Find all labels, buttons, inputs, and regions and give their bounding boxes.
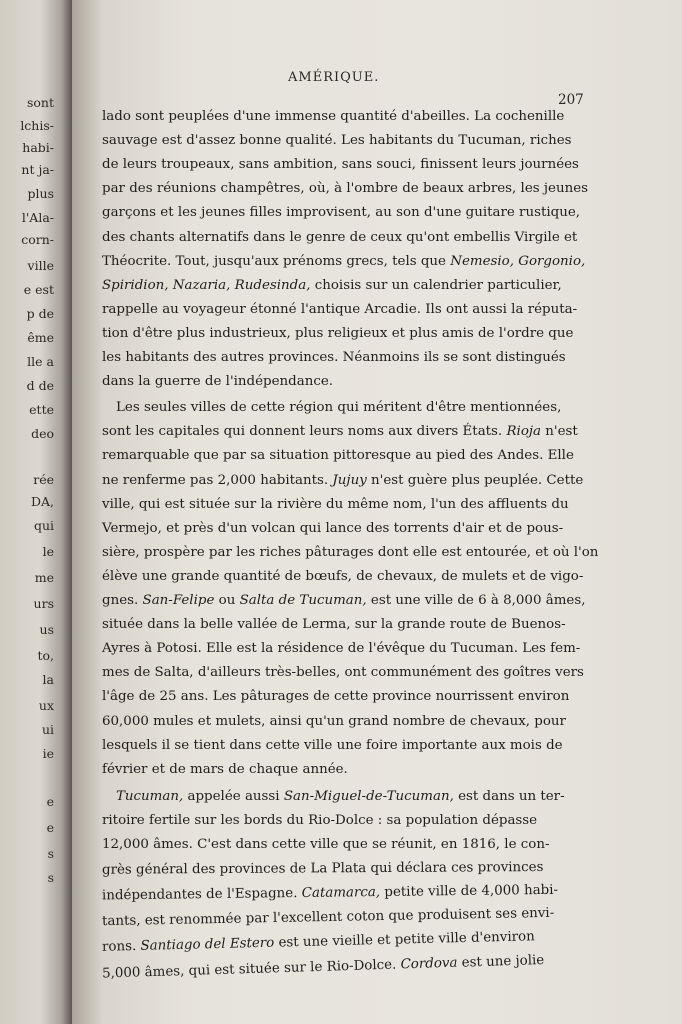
text-segment: sière, prospère par les riches pâturages dont elle est entourée, et où l'on bbox=[102, 544, 599, 560]
left-page-fragment: urs bbox=[33, 596, 54, 611]
left-page-fragment: ux bbox=[38, 698, 54, 713]
text-line bbox=[116, 788, 676, 806]
text-line bbox=[102, 204, 662, 222]
left-page-fragment: ême bbox=[27, 330, 54, 345]
text-segment: n'est bbox=[541, 424, 578, 440]
text-segment: gnes. bbox=[102, 593, 143, 608]
text-line bbox=[102, 277, 662, 295]
text-segment: les habitants des autres provinces. Néanmoins ils se sont distingués bbox=[102, 350, 566, 365]
text-segment: est une vieille et petite ville d'environ bbox=[274, 929, 535, 952]
text-line bbox=[116, 399, 676, 417]
left-page-fragment: lchis- bbox=[20, 118, 54, 133]
text-segment: est une jolie bbox=[457, 952, 545, 971]
left-page-fragment: nt ja- bbox=[21, 162, 54, 177]
text-line bbox=[102, 616, 662, 634]
text-line bbox=[102, 447, 662, 465]
text-line bbox=[102, 836, 662, 854]
text-line bbox=[102, 737, 662, 755]
italic-place-name: Salta de Tucuman, bbox=[239, 593, 367, 608]
text-segment: Vermejo, et près d'un volcan qui lance des torrents d'air et de pous- bbox=[102, 520, 564, 536]
text-line bbox=[102, 373, 662, 391]
left-page-fragment: s bbox=[47, 846, 54, 861]
left-page-fragment: d de bbox=[26, 378, 54, 393]
text-segment: élève une grande quantité de bœufs, de chevaux, de mulets et de vigo- bbox=[102, 568, 584, 584]
left-page-fragment: deo bbox=[31, 426, 54, 441]
text-line bbox=[102, 713, 662, 731]
text-line bbox=[102, 664, 662, 682]
left-page-fragment: lle a bbox=[27, 354, 54, 369]
text-line bbox=[102, 325, 662, 343]
left-page-fragment: DA, bbox=[30, 494, 54, 509]
text-line bbox=[102, 423, 662, 441]
left-page-fragment: ie bbox=[42, 746, 54, 761]
left-page-fragment: ui bbox=[41, 722, 54, 737]
text-line bbox=[102, 881, 662, 906]
text-segment: Les seules villes de cette région qui méritent d'être mentionnées, bbox=[116, 400, 562, 416]
text-segment: mes de Salta, d'ailleurs très-belles, ont communément des goîtres vers bbox=[102, 665, 584, 681]
text-segment: est une ville de 6 à 8,000 âmes, bbox=[366, 593, 586, 608]
text-segment: rons. bbox=[101, 939, 141, 956]
text-segment: sauvage est d'assez bonne qualité. Les habitants du Tucuman, riches bbox=[102, 133, 572, 149]
text-segment: 5,000 âmes, qui est située sur le Rio-Dolce. bbox=[101, 956, 401, 982]
text-segment: l'âge de 25 ans. Les pâturages de cette province nourrissent environ bbox=[102, 689, 570, 705]
text-line bbox=[102, 812, 662, 830]
left-page-edge bbox=[0, 0, 72, 1024]
italic-place-name: Spiridion, Nazaria, Rudesinda, bbox=[102, 277, 311, 293]
text-segment: février et de mars de chaque année. bbox=[102, 761, 348, 777]
left-page-fragment: to, bbox=[37, 648, 54, 663]
left-page-fragment: e bbox=[46, 820, 54, 835]
text-segment: des chants alternatifs dans le genre de ceux qu'ont embellis Virgile et bbox=[102, 229, 578, 245]
text-segment: tion d'être plus industrieux, plus religieux et plus amis de l'ordre que bbox=[102, 325, 574, 341]
text-segment: ne renferme pas 2,000 habitants. bbox=[102, 472, 333, 488]
text-segment: ville, qui est située sur la rivière du même nom, l'un des affluents du bbox=[102, 496, 569, 512]
text-line bbox=[102, 229, 662, 247]
italic-place-name: Cordova bbox=[400, 955, 458, 972]
text-segment: lado sont peuplées d'une immense quantité d'abeilles. La cochenille bbox=[102, 109, 565, 124]
text-segment: garçons et les jeunes filles improvisent, au son d'une guitare rustique, bbox=[102, 205, 580, 221]
text-segment: de leurs troupeaux, sans ambition, sans souci, finissent leurs journées bbox=[102, 157, 579, 173]
left-page-fragment: sont bbox=[26, 95, 54, 110]
text-line bbox=[102, 688, 662, 706]
italic-place-name: Catamarca, bbox=[301, 885, 381, 902]
left-page-fragment: e bbox=[46, 794, 54, 809]
left-page-fragment: plus bbox=[27, 186, 54, 201]
text-line bbox=[102, 592, 662, 610]
text-segment: indépendantes de l'Espagne. bbox=[101, 886, 302, 904]
text-segment: tants, est renommée par l'excellent coton que produisent ses envi- bbox=[101, 906, 555, 930]
text-line bbox=[102, 568, 662, 586]
text-segment: par des réunions champêtres, où, à l'ombre de beaux arbres, les jeunes bbox=[102, 181, 589, 197]
text-line bbox=[102, 544, 662, 562]
text-line bbox=[102, 301, 662, 319]
italic-place-name: San-Felipe bbox=[142, 593, 215, 608]
text-line bbox=[102, 640, 662, 658]
text-segment: n'est guère plus peuplée. Cette bbox=[366, 472, 584, 488]
text-segment: située dans la belle vallée de Lerma, sur la grande route de Buenos- bbox=[102, 617, 566, 633]
text-segment: rappelle au voyageur étonné l'antique Arcadie. Ils ont aussi la réputa- bbox=[102, 301, 578, 317]
text-line bbox=[102, 761, 662, 779]
text-line bbox=[102, 496, 662, 514]
left-page-fragment: rée bbox=[33, 472, 54, 487]
left-page-fragment: qui bbox=[33, 518, 54, 533]
text-segment: grès général des provinces de La Plata qui déclara ces provinces bbox=[101, 860, 544, 878]
italic-place-name: Rioja bbox=[506, 424, 542, 440]
text-segment: sont les capitales qui donnent leurs noms aux divers États. bbox=[102, 424, 507, 440]
italic-place-name: Santiago del Estero bbox=[140, 936, 275, 955]
italic-place-name: Tucuman, bbox=[116, 788, 184, 804]
text-line bbox=[102, 156, 662, 174]
left-page-fragment: s bbox=[47, 870, 54, 885]
page-number: 207 bbox=[558, 92, 584, 108]
left-page-fragment: l'Ala- bbox=[21, 210, 54, 225]
text-line bbox=[102, 180, 662, 198]
left-page-fragment: la bbox=[42, 672, 54, 687]
left-page-fragment: me bbox=[34, 570, 54, 585]
text-segment: ritoire fertile sur les bords du Rio-Dolce : sa population dépasse bbox=[102, 812, 538, 828]
text-line bbox=[102, 472, 662, 490]
text-line bbox=[102, 858, 662, 879]
text-segment: lesquels il se tient dans cette ville une foire importante aux mois de bbox=[102, 737, 563, 753]
text-line bbox=[102, 108, 662, 126]
text-segment: 60,000 mules et mulets, ainsi qu'un grand nombre de chevaux, pour bbox=[102, 713, 566, 729]
text-segment: remarquable que par sa situation pittoresque au pied des Andes. Elle bbox=[102, 448, 574, 464]
left-page-fragment: e est bbox=[23, 282, 54, 297]
italic-place-name: Jujuy bbox=[332, 472, 367, 488]
text-segment: ou bbox=[214, 593, 240, 608]
left-page-fragment: us bbox=[39, 622, 54, 637]
text-segment: petite ville de 4,000 habi- bbox=[380, 883, 559, 901]
text-line bbox=[102, 349, 662, 367]
italic-place-name: San-Miguel-de-Tucuman, bbox=[283, 788, 454, 804]
italic-place-name: Nemesio, Gorgonio, bbox=[450, 253, 586, 269]
text-line bbox=[102, 520, 662, 538]
left-page-fragment: p de bbox=[26, 306, 54, 321]
text-segment: 12,000 âmes. C'est dans cette ville que se réunit, en 1816, le con- bbox=[102, 837, 550, 852]
text-segment: Ayres à Potosi. Elle est la résidence de l'évêque du Tucuman. Les fem- bbox=[102, 641, 581, 657]
text-line bbox=[102, 132, 662, 150]
left-page-fragment: le bbox=[42, 544, 54, 559]
text-segment: est dans un ter- bbox=[453, 788, 565, 804]
text-line bbox=[102, 253, 662, 271]
running-head: AMÉRIQUE. bbox=[288, 70, 380, 85]
text-segment: appelée aussi bbox=[183, 788, 284, 804]
left-page-fragment: corn- bbox=[21, 232, 54, 247]
left-page-fragment: ette bbox=[29, 402, 54, 417]
book-page bbox=[72, 0, 682, 1024]
left-page-fragment: ville bbox=[27, 258, 54, 273]
text-segment: dans la guerre de l'indépendance. bbox=[102, 374, 334, 390]
text-segment: Théocrite. Tout, jusqu'aux prénoms grecs, tels que bbox=[102, 253, 451, 269]
left-page-fragment: habi- bbox=[22, 140, 54, 155]
text-segment: choisis sur un calendrier particulier, bbox=[310, 277, 562, 293]
